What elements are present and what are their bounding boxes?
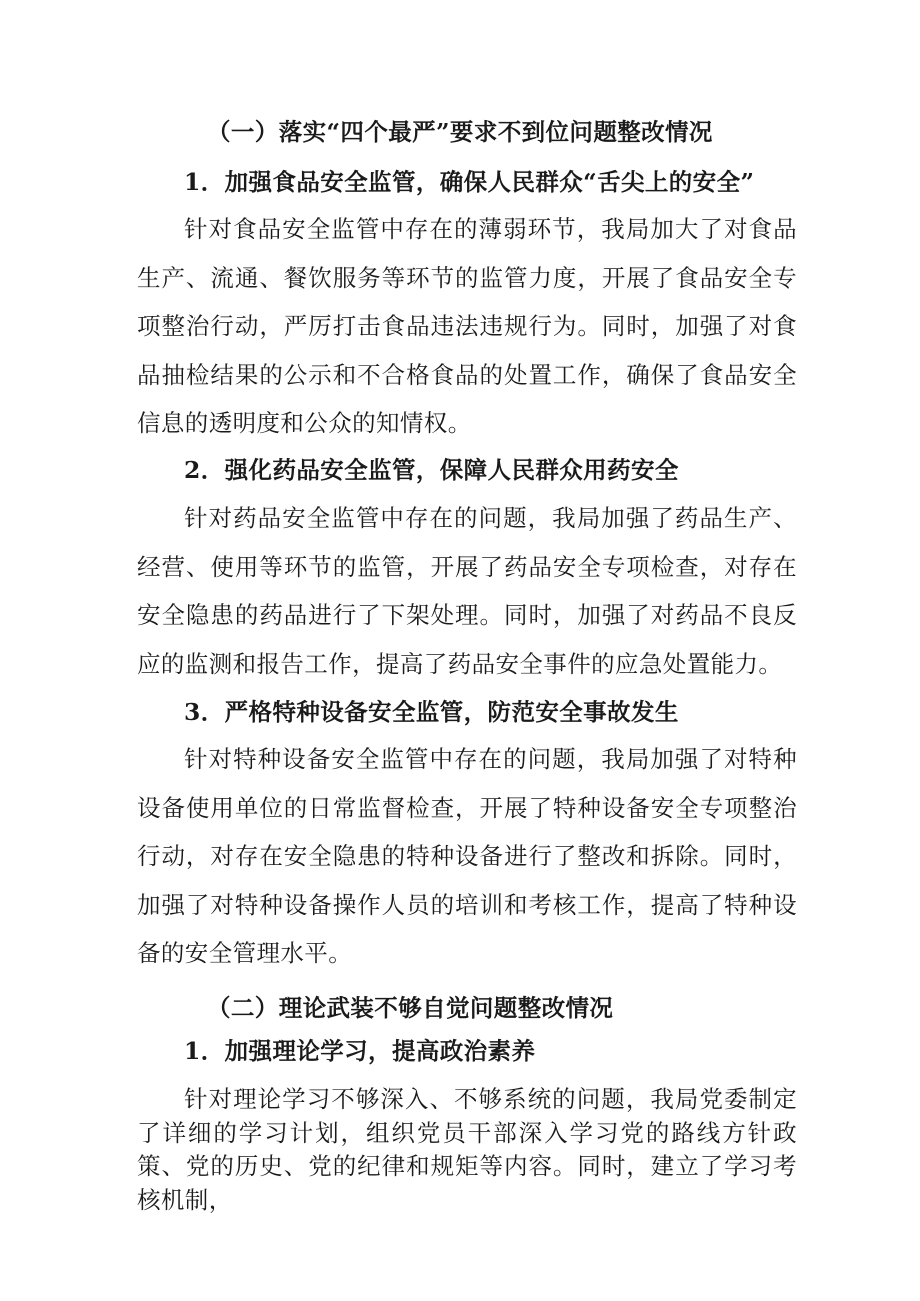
item-heading: 3．严格特种设备安全监管，防范安全事故发生	[184, 698, 679, 726]
item-paragraph: 针对食品安全监管中存在的薄弱环节，我局加大了对食品生产、流通、餐饮服务等环节的监管力度，开展了食品安全专项整治行动，严厉打击食品违法违规行为。同时，加强了对食品抽检结果的公示和不合格食品的处置工作，确保了食品安全信息的透明度和公众的知情权。	[137, 215, 797, 437]
item-paragraph: 针对理论学习不够深入、不够系统的问题，我局党委制定了详细的学习计划，组织党员干部深入学习党的路线方针政策、党的历史、党的纪律和规矩等内容。同时，建立了学习考核机制，	[137, 1085, 797, 1214]
item-paragraph: 针对药品安全监管中存在的问题，我局加强了药品生产、经营、使用等环节的监管，开展了药品安全专项检查，对存在安全隐患的药品进行了下架处理。同时，加强了对药品不良反应的监测和报告工作，提高了药品安全事件的应急处置能力。	[137, 504, 797, 678]
item-paragraph: 针对特种设备安全监管中存在的问题，我局加强了对特种设备使用单位的日常监督检查，开展了特种设备安全专项整治行动，对存在安全隐患的特种设备进行了整改和拆除。同时，加强了对特种设备操作人员的培训和考核工作，提高了特种设备的安全管理水平。	[137, 745, 797, 967]
item-heading: 2．强化药品安全监管，保障人民群众用药安全	[184, 456, 679, 484]
section-title: （二）理论武装不够自觉问题整改情况	[207, 994, 614, 1022]
section-title: （一）落实“四个最严”要求不到位问题整改情况	[207, 118, 713, 146]
item-heading: 1．加强理论学习，提高政治素养	[184, 1037, 536, 1065]
item-heading: 1．加强食品安全监管，确保人民群众“舌尖上的安全”	[184, 168, 755, 196]
